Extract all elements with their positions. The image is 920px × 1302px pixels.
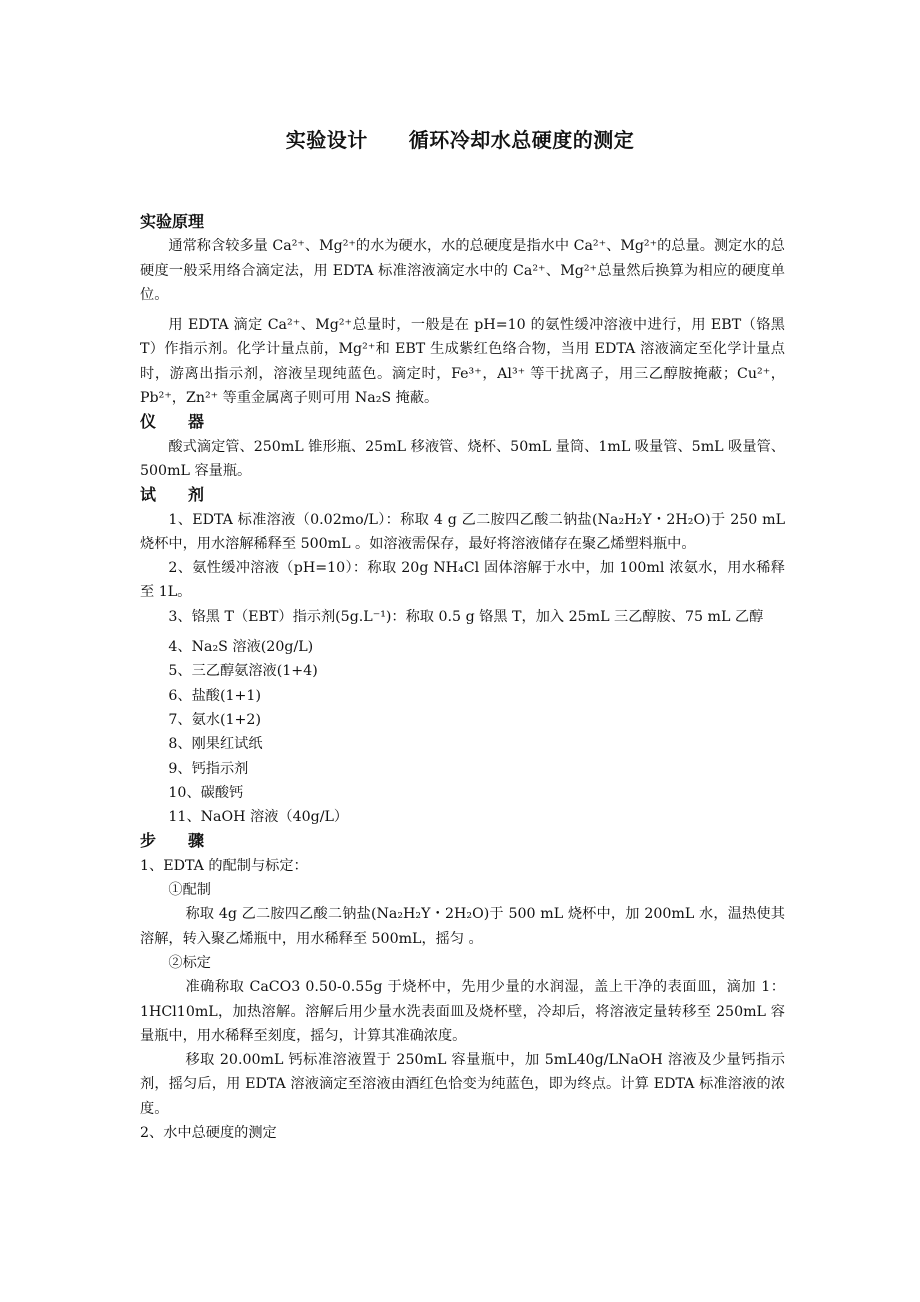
principle-paragraph-1: 通常称含较多量 Ca²⁺、Mg²⁺的水为硬水，水的总硬度是指水中 Ca²⁺、Mg²⁺的总量。测定水的总硬度一般采用络合滴定法，用 EDTA 标准溶液滴定水中的 Ca²⁺、Mg²⁺总量然后换算为相应的硬度单位。 xyxy=(140,238,785,303)
reagent-item-8: 8、刚果红试纸 xyxy=(168,736,263,753)
step-1b-label: ②标定 xyxy=(168,954,211,971)
document-title: 实验设计 循环冷却水总硬度的测定 xyxy=(285,128,635,152)
reagent-item-6: 6、盐酸(1+1) xyxy=(168,687,261,704)
reagent-item-11: 11、NaOH 溶液（40g/L） xyxy=(168,809,349,826)
reagent-item-9: 9、钙指示剂 xyxy=(168,760,249,777)
principle-paragraph-2: 用 EDTA 滴定 Ca²⁺、Mg²⁺总量时，一般是在 pH=10 的氨性缓冲溶液中进行，用 EBT（铬黑 T）作指示剂。化学计量点前，Mg²⁺和 EBT 生成紫红色络合物，当用 EDTA 溶液滴定至化学计量点时，游离出指示剂，溶液呈现纯蓝色。滴定时，Fe³⁺，Al³⁺ 等干扰离子，用三乙醇胺掩蔽；Cu²⁺，Pb²⁺，Zn²⁺ 等重金属离子则可用 Na₂S 掩蔽。 xyxy=(140,317,785,407)
step-2-heading: 2、水中总硬度的测定 xyxy=(140,1124,277,1141)
reagent-item-1: 1、EDTA 标准溶液（0.02mo/L）：称取 4 g 乙二胺四乙酸二钠盐(Na₂H₂Y・2H₂O)于 250 mL 烧杯中，用水溶解稀释至 500mL 。如溶液需保存，最好将溶液储存在聚乙烯塑料瓶中。 xyxy=(140,511,785,552)
section-heading-principle: 实验原理 xyxy=(140,212,205,231)
reagent-item-4: 4、Na₂S 溶液(20g/L) xyxy=(168,639,314,656)
reagent-item-2: 2、氨性缓冲溶液（pH=10）：称取 20g NH₄Cl 固体溶解于水中，加 100ml 浓氨水，用水稀释至 1L。 xyxy=(140,560,785,601)
step-1b-text-1: 准确称取 CaCO3 0.50-0.55g 于烧杯中，先用少量的水润湿，盖上干净的表面皿，滴加 1：1HCl10mL，加热溶解。溶解后用少量水洗表面皿及烧杯壁，冷却后，将溶液定量转移至 250mL 容量瓶中，用水稀释至刻度，摇匀，计算其准确浓度。 xyxy=(140,979,785,1044)
step-1a-label: ①配制 xyxy=(168,882,211,899)
section-heading-instruments: 仪 器 xyxy=(140,412,205,432)
step-1a-text: 称取 4g 乙二胺四乙酸二钠盐(Na₂H₂Y・2H₂O)于 500 mL 烧杯中，加 200mL 水，温热使其溶解，转入聚乙烯瓶中，用水稀释至 500mL，摇匀 。 xyxy=(140,906,785,947)
reagent-item-7: 7、氨水(1+2) xyxy=(168,711,261,728)
section-heading-steps: 步 骤 xyxy=(140,831,205,851)
reagent-item-10: 10、碳酸钙 xyxy=(168,784,244,801)
reagent-item-3: 3、铬黑 T（EBT）指示剂(5g.L⁻¹)：称取 0.5 g 铬黑 T，加入 25mL 三乙醇胺、75 mL 乙醇 xyxy=(168,608,764,625)
instruments-paragraph: 酸式滴定管、250mL 锥形瓶、25mL 移液管、烧杯、50mL 量筒、1mL 吸量管、5mL 吸量管、500mL 容量瓶。 xyxy=(140,438,785,479)
section-heading-reagents: 试 剂 xyxy=(140,485,205,505)
step-1-heading: 1、EDTA 的配制与标定： xyxy=(140,857,308,874)
reagent-item-5: 5、三乙醇氨溶液(1+4) xyxy=(168,663,318,680)
step-1b-text-2: 移取 20.00mL 钙标准溶液置于 250mL 容量瓶中，加 5mL40g/LNaOH 溶液及少量钙指示剂，摇匀后，用 EDTA 溶液滴定至溶液由酒红色恰变为纯蓝色，即为终点。计算 EDTA 标准溶液的浓度。 xyxy=(140,1052,785,1117)
document-body xyxy=(140,210,785,1145)
